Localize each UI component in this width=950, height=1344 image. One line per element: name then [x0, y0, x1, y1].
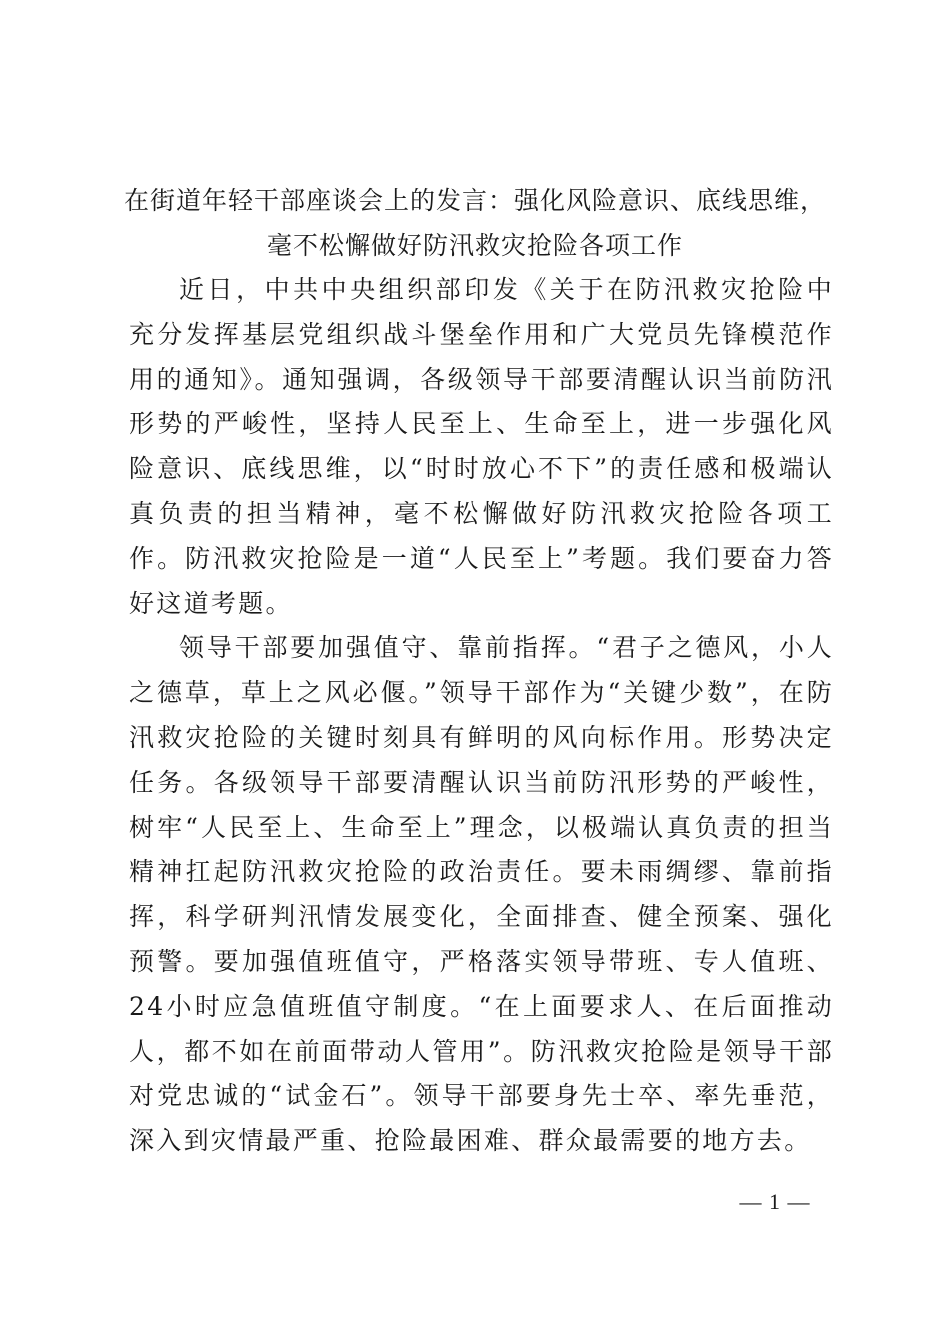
document-title-line-1: 在街道年轻干部座谈会上的发言：强化风险意识、底线思维，: [123, 186, 826, 215]
document-title-line-2: 毫不松懈做好防汛救灾抢险各项工作: [266, 231, 683, 260]
document-body: [129, 268, 834, 1164]
paragraph-1: 近日，中共中央组织部印发《关于在防汛救灾抢险中充分发挥基层党组织战斗堡垒作用和广大党员先锋模范作用的通知》。通知强调，各级领导干部要清醒认识当前防汛形势的严峻性，坚持人民至上、生命至上，进一步强化风险意识、底线思维，以“时时放心不下”的责任感和极端认真负责的担当精神，毫不松懈做好防汛救灾抢险各项工作。防汛救灾抢险是一道“人民至上”考题。我们要奋力答好这道考题。: [129, 275, 834, 618]
page-number: — 1 —: [739, 1189, 811, 1214]
paragraph-2: 领导干部要加强值守、靠前指挥。“君子之德风，小人之德草，草上之风必偃。”领导干部作为“关键少数”，在防汛救灾抢险的关键时刻具有鲜明的风向标作用。形势决定任务。各级领导干部要清醒认识当前防汛形势的严峻性，树牢“人民至上、生命至上”理念，以极端认真负责的担当精神扛起防汛救灾抢险的政治责任。要未雨绸缪、靠前指挥，科学研判汛情发展变化，全面排查、健全预案、强化预警。要加强值班值守，严格落实领导带班、专人值班、24小时应急值班值守制度。“在上面要求人、在后面推动人，都不如在前面带动人管用”。防汛救灾抢险是领导干部对党忠诚的“试金石”。领导干部要身先士卒、率先垂范，深入到灾情最严重、抢险最困难、群众最需要的地方去。: [129, 633, 834, 1156]
